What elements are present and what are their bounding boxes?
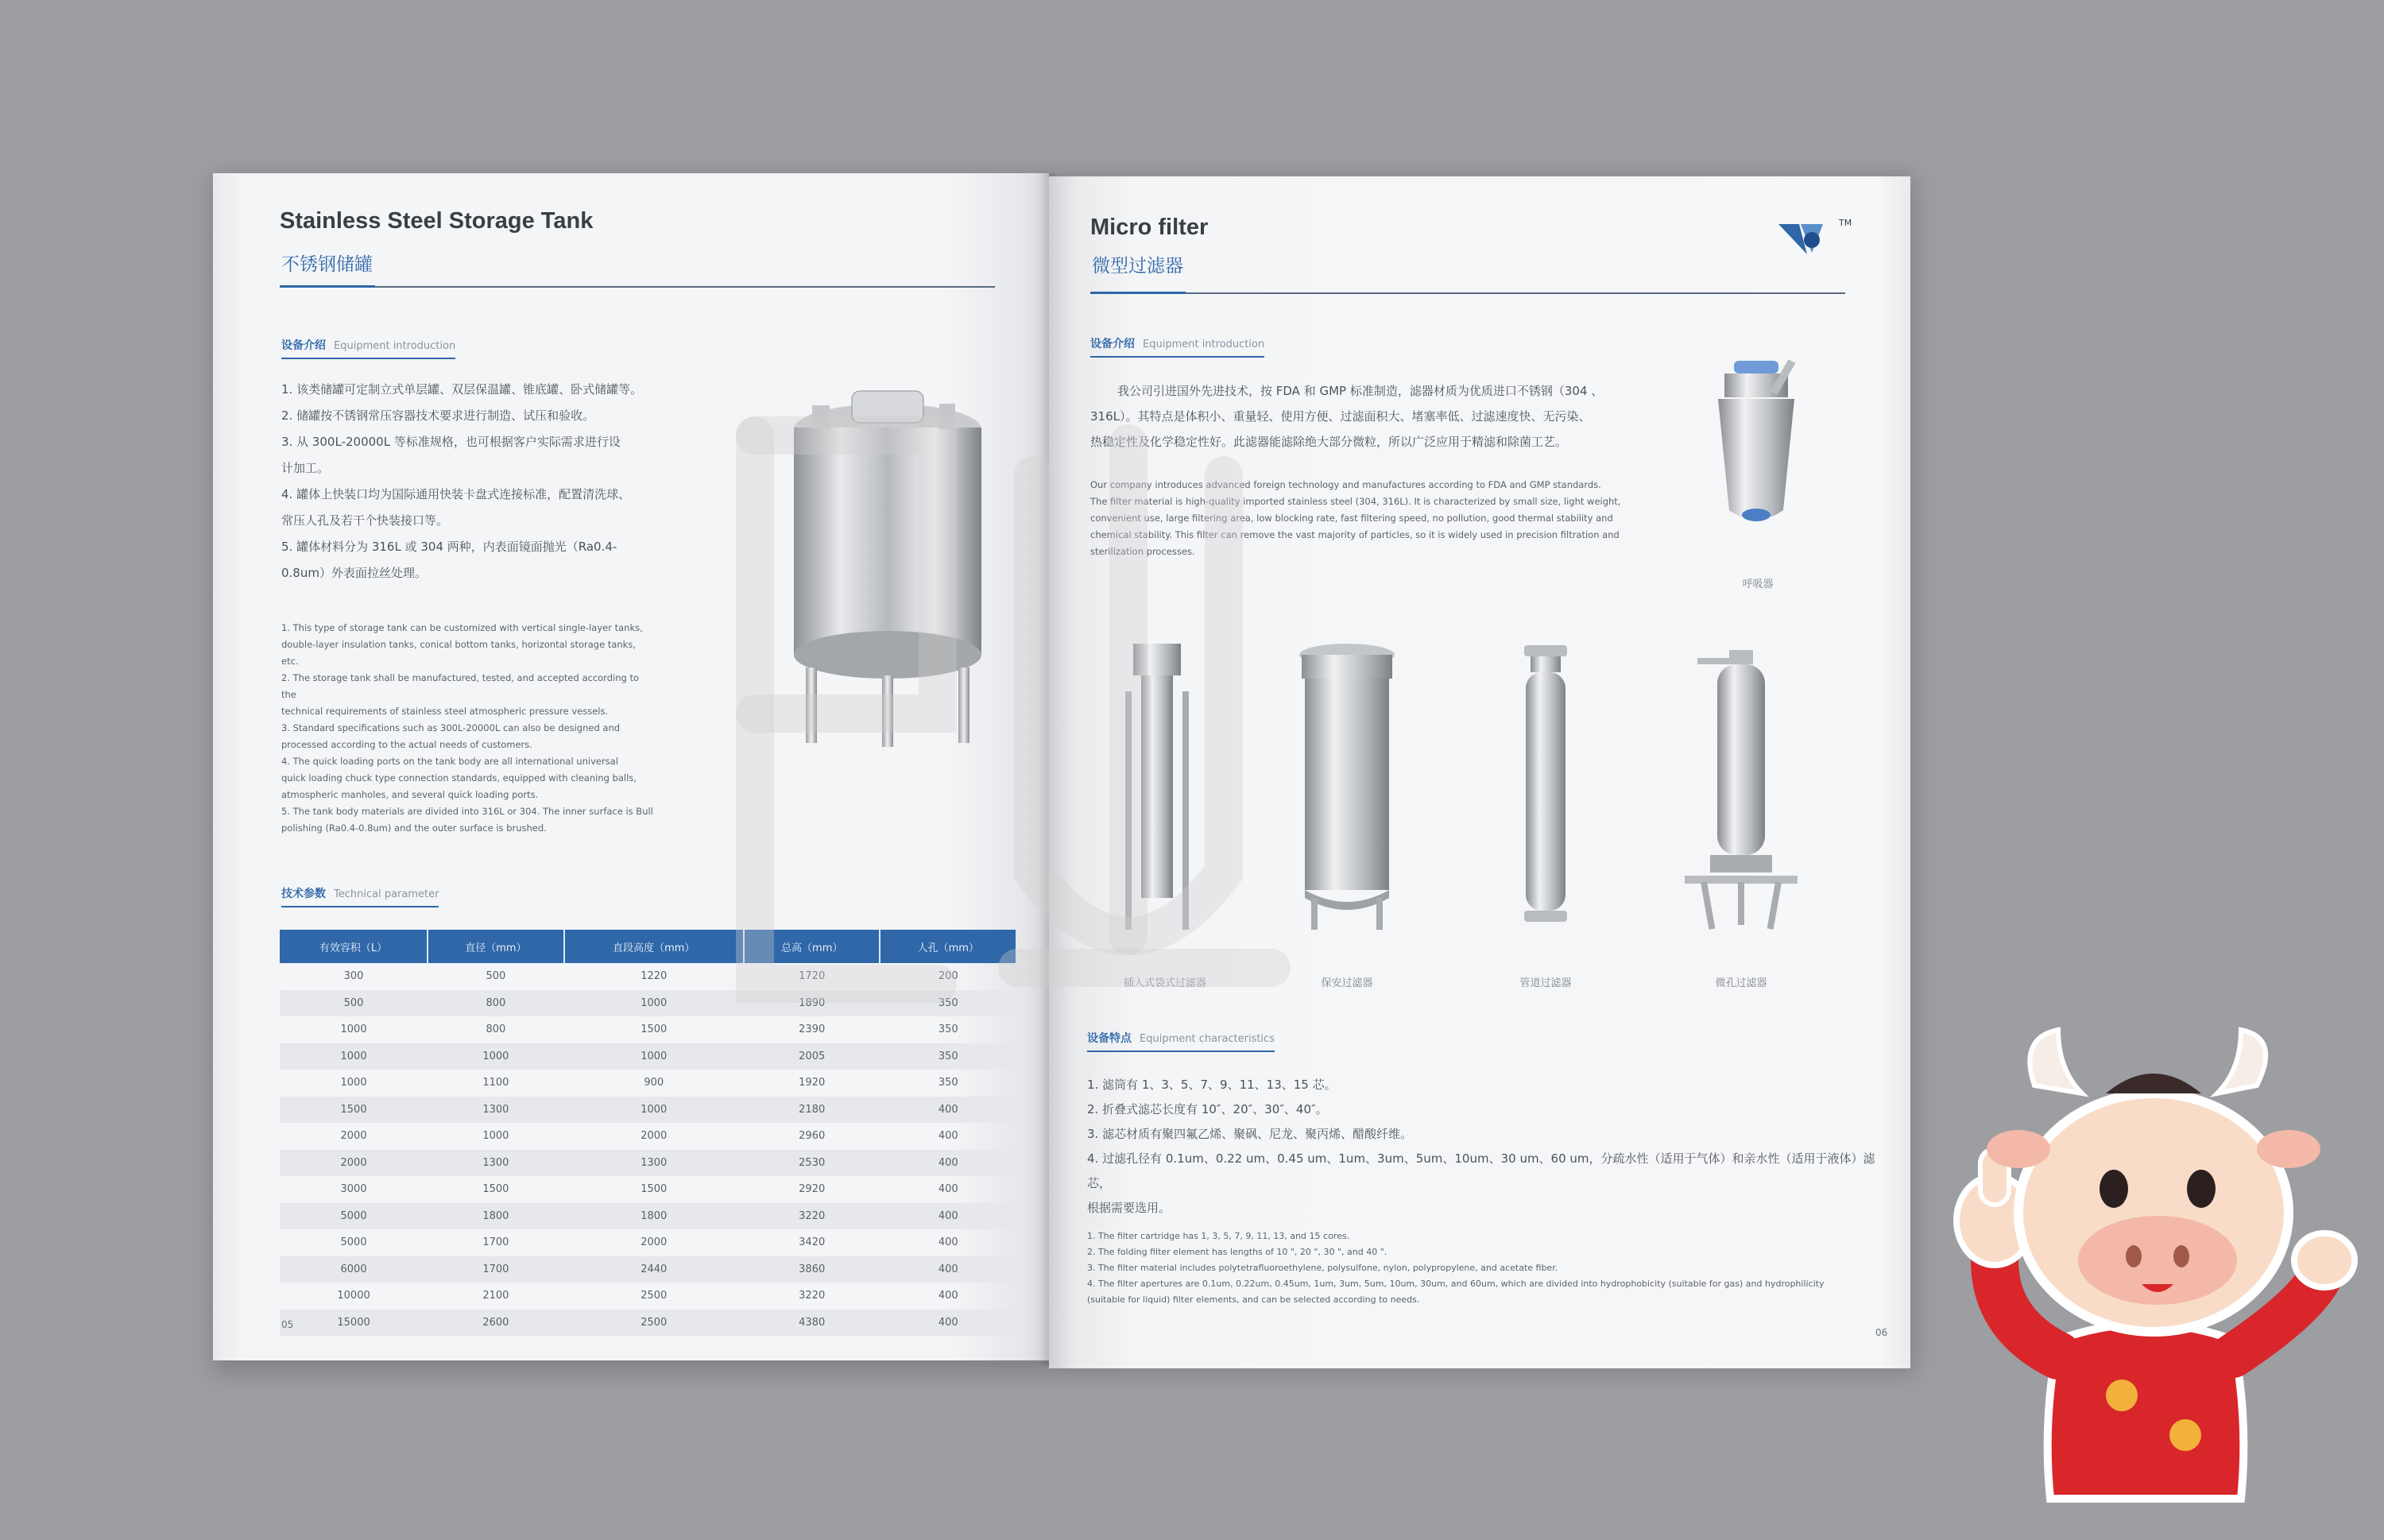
intro-en-line: convenient use, large filtering area, low blocking rate, fast filtering speed, no pollution, good thermal stability and bbox=[1090, 513, 1613, 524]
product-caption: 管道过滤器 bbox=[1519, 977, 1572, 989]
table-cell: 1720 bbox=[799, 970, 826, 983]
table-cell: 900 bbox=[644, 1077, 664, 1089]
intro-heading bbox=[1090, 335, 1264, 358]
page-number-left: 05 bbox=[281, 1319, 294, 1330]
feature-cn-line: 根据需要选用。 bbox=[1087, 1201, 1171, 1215]
intro-cn-line: 1. 该类储罐可定制立式单层罐、双层保温罐、锥底罐、卧式储罐等。 bbox=[281, 382, 643, 397]
table-cell: 3220 bbox=[744, 1203, 880, 1230]
watermark-logo bbox=[699, 380, 1319, 1047]
intro-heading-en: Equipment introduction bbox=[1143, 339, 1265, 350]
table-header-cell: 直径（mm） bbox=[428, 930, 564, 963]
intro-en-line: 5. The tank body materials are divided into 316L or 304. The inner surface is Bull bbox=[281, 806, 653, 817]
table-cell: 800 bbox=[486, 1023, 506, 1036]
intro-heading-en: Equipment introduction bbox=[334, 340, 456, 352]
table-cell: 1100 bbox=[482, 1077, 509, 1089]
left-page-subtitle: 不锈钢储罐 bbox=[281, 254, 373, 275]
intro-cn-line: 我公司引进国外先进技术，按 FDA 和 GMP 标准制造，滤器材质为优质进口不锈钢（304 、 bbox=[1117, 384, 1604, 398]
table-cell: 400 bbox=[938, 1236, 958, 1249]
table-cell: 5000 bbox=[340, 1236, 367, 1249]
intro-cn-line: 计加工。 bbox=[281, 461, 330, 475]
feature-en-line: 2. The folding filter element has lengths of 10 ", 20 ", 30 ", and 40 ". bbox=[1087, 1247, 1387, 1257]
intro-en-line: technical requirements of stainless steel atmospheric pressure vessels. bbox=[281, 706, 609, 717]
intro-cn-line: 常压人孔及若干个快装接口等。 bbox=[281, 513, 449, 528]
product-caption: 插入式袋式过滤器 bbox=[1123, 977, 1206, 989]
table-row bbox=[280, 1070, 1016, 1097]
table-cell: 2390 bbox=[799, 1023, 826, 1036]
table-row bbox=[280, 1176, 1016, 1203]
intro-en-line: etc. bbox=[281, 656, 299, 667]
table-row bbox=[280, 1283, 1016, 1310]
intro-en-line: 2. The storage tank shall be manufactured, tested, and accepted according to the bbox=[281, 672, 639, 700]
feature-en-line: 3. The filter material includes polytetrafluoroethylene, polysulfone, nylon, polypropylene, and acetate fiber. bbox=[1087, 1263, 1558, 1273]
table-cell: 400 bbox=[938, 1183, 958, 1196]
table-cell: 3000 bbox=[340, 1183, 367, 1196]
table-cell: 400 bbox=[938, 1130, 958, 1143]
table-cell: 300 bbox=[343, 970, 364, 983]
table-cell: 2180 bbox=[744, 1097, 880, 1124]
product-caption: 微孔过滤器 bbox=[1715, 977, 1767, 989]
table-cell: 3420 bbox=[799, 1236, 826, 1249]
table-cell: 400 bbox=[880, 1203, 1016, 1230]
table-cell: 2440 bbox=[564, 1256, 744, 1283]
feature-cn-line: 3. 滤芯材质有聚四氟乙烯、聚砜、尼龙、聚丙烯、醋酸纤维。 bbox=[1087, 1127, 1413, 1141]
intro-en-line: sterilization processes. bbox=[1090, 546, 1195, 557]
features-cn-list bbox=[1087, 1073, 1882, 1221]
table-cell: 2000 bbox=[641, 1130, 668, 1143]
title-divider-accent bbox=[1090, 292, 1186, 294]
product-caption: 保安过滤器 bbox=[1321, 977, 1373, 989]
table-cell: 800 bbox=[428, 990, 564, 1017]
table-cell: 350 bbox=[938, 1023, 958, 1036]
features-heading-cn: 设备特点 bbox=[1087, 1032, 1132, 1045]
table-cell: 2000 bbox=[641, 1236, 668, 1249]
table-cell: 400 bbox=[880, 1097, 1016, 1124]
table-cell: 2500 bbox=[564, 1310, 744, 1337]
intro-en-line: quick loading chuck type connection standards, equipped with cleaning balls, bbox=[281, 772, 637, 784]
table-cell: 10000 bbox=[337, 1290, 370, 1302]
ox-mascot-illustration bbox=[1923, 1022, 2368, 1530]
table-cell: 1000 bbox=[564, 990, 744, 1017]
microporous-filter-image bbox=[1682, 644, 1801, 938]
table-cell: 2960 bbox=[799, 1130, 826, 1143]
intro-cn-line: 4. 罐体上快装口均为国际通用快装卡盘式连接标准，配置清洗球、 bbox=[281, 487, 631, 501]
param-heading-en: Technical parameter bbox=[334, 888, 439, 900]
feature-en-line: 1. The filter cartridge has 1, 3, 5, 7, 9, 11, 13, and 15 cores. bbox=[1087, 1231, 1350, 1241]
right-page-title: Micro filter bbox=[1090, 215, 1209, 240]
feature-en-line: 4. The filter apertures are 0.1um, 0.22um, 0.45um, 1um, 3um, 5um, 10um, 30um, and 60um, which are divided into hydrophobicity (suitable for gas) and hydrophilicity bbox=[1087, 1279, 1825, 1289]
logo-trademark: TM bbox=[1839, 218, 1852, 228]
table-cell: 1890 bbox=[744, 990, 880, 1017]
table-row bbox=[280, 1150, 1016, 1177]
table-cell: 2500 bbox=[641, 1290, 668, 1302]
table-cell: 1000 bbox=[340, 1077, 367, 1089]
company-logo-icon bbox=[1777, 218, 1840, 265]
table-cell: 2000 bbox=[280, 1150, 428, 1177]
intro-heading-cn: 设备介绍 bbox=[1090, 338, 1135, 350]
table-cell: 350 bbox=[880, 1043, 1016, 1070]
page-number-right: 06 bbox=[1875, 1327, 1888, 1338]
table-cell: 2920 bbox=[799, 1183, 826, 1196]
table-row bbox=[280, 1123, 1016, 1150]
table-cell: 1700 bbox=[482, 1236, 509, 1249]
intro-en-list bbox=[281, 620, 655, 837]
table-cell: 350 bbox=[880, 990, 1016, 1017]
table-cell: 1000 bbox=[428, 1043, 564, 1070]
table-header-cell: 总高（mm） bbox=[744, 930, 880, 963]
table-cell: 1800 bbox=[428, 1203, 564, 1230]
breather-caption: 呼吸器 bbox=[1742, 578, 1774, 590]
feature-cn-line: 4. 过滤孔径有 0.1um、0.22 um、0.45 um、1um、3um、5um、10um、30 um、60 um，分疏水性（适用于气体）和亲水性（适用于液体）滤芯， bbox=[1087, 1151, 1875, 1190]
intro-cn-line: 316L）。其特点是体积小、重量轻、使用方便、过滤面积大、堵塞率低、过滤速度快、无污染、 bbox=[1090, 409, 1591, 424]
table-cell: 1500 bbox=[641, 1183, 668, 1196]
intro-en-line: chemical stability. This filter can remove the vast majority of particles, so it is widely used in precision filtration and bbox=[1090, 529, 1620, 540]
table-cell: 2005 bbox=[744, 1043, 880, 1070]
table-cell: 4380 bbox=[744, 1310, 880, 1337]
table-cell: 3860 bbox=[744, 1256, 880, 1283]
table-row bbox=[280, 1229, 1016, 1256]
feature-en-line: (suitable for liquid) filter elements, and can be selected according to needs. bbox=[1087, 1294, 1420, 1305]
table-header-cell: 人孔（mm） bbox=[880, 930, 1016, 963]
table-cell: 3220 bbox=[799, 1290, 826, 1302]
table-cell: 2530 bbox=[744, 1150, 880, 1177]
intro-heading-cn: 设备介绍 bbox=[281, 339, 326, 352]
pipeline-filter-image bbox=[1502, 636, 1589, 938]
table-cell: 400 bbox=[880, 1256, 1016, 1283]
table-cell: 500 bbox=[486, 970, 506, 983]
table-cell: 400 bbox=[880, 1310, 1016, 1337]
intro-cn-line: 热稳定性及化学稳定性好。此滤器能滤除绝大部分微粒，所以广泛应用于精滤和除菌工艺。 bbox=[1090, 435, 1568, 449]
table-cell: 500 bbox=[280, 990, 428, 1017]
intro-en-line: The filter material is high-quality imported stainless steel (304, 316L). It is characterized by small size, light weight, bbox=[1090, 496, 1621, 507]
table-cell: 2600 bbox=[428, 1310, 564, 1337]
feature-cn-line: 1. 滤筒有 1、3、5、7、9、11、13、15 芯。 bbox=[1087, 1078, 1337, 1092]
table-cell: 1000 bbox=[280, 1043, 428, 1070]
table-header-cell: 直段高度（mm） bbox=[564, 930, 744, 963]
table-cell: 1920 bbox=[799, 1077, 826, 1089]
table-row bbox=[280, 1097, 1016, 1124]
table-cell: 1500 bbox=[280, 1097, 428, 1124]
table-row bbox=[280, 1256, 1016, 1283]
breather-image bbox=[1701, 351, 1812, 558]
table-cell: 15000 bbox=[280, 1310, 428, 1337]
table-cell: 1000 bbox=[340, 1023, 367, 1036]
features-en-list bbox=[1087, 1229, 1882, 1308]
intro-cn-line: 2. 储罐按不锈钢常压容器技术要求进行制造、试压和验收。 bbox=[281, 408, 595, 423]
table-cell: 200 bbox=[938, 970, 958, 983]
table-cell: 1300 bbox=[428, 1097, 564, 1124]
table-cell: 400 bbox=[938, 1290, 958, 1302]
intro-en-line: double-layer insulation tanks, conical bottom tanks, horizontal storage tanks, bbox=[281, 639, 636, 650]
table-cell: 350 bbox=[938, 1077, 958, 1089]
table-cell: 1800 bbox=[564, 1203, 744, 1230]
intro-en-line: 3. Standard specifications such as 300L-20000L can also be designed and bbox=[281, 722, 621, 733]
param-heading-cn: 技术参数 bbox=[281, 888, 326, 900]
intro-en-line: 1. This type of storage tank can be customized with vertical single-layer tanks, bbox=[281, 622, 643, 633]
param-heading bbox=[281, 885, 439, 907]
intro-en-line: atmospheric manholes, and several quick loading ports. bbox=[281, 789, 539, 800]
table-cell: 1500 bbox=[482, 1183, 509, 1196]
table-cell: 1300 bbox=[564, 1150, 744, 1177]
table-header-cell: 有效容积（L） bbox=[280, 930, 428, 963]
features-heading-en: Equipment characteristics bbox=[1140, 1033, 1275, 1045]
table-row bbox=[280, 1310, 1016, 1337]
table-cell: 1000 bbox=[564, 1097, 744, 1124]
table-cell: 1000 bbox=[564, 1043, 744, 1070]
title-divider bbox=[280, 286, 995, 288]
table-row bbox=[280, 1203, 1016, 1230]
table-cell: 400 bbox=[880, 1150, 1016, 1177]
table-cell: 1000 bbox=[482, 1130, 509, 1143]
title-divider bbox=[1090, 292, 1845, 294]
intro-cn-line: 5. 罐体材料分为 316L 或 304 两种，内表面镜面抛光（Ra0.4- bbox=[281, 540, 617, 554]
table-cell: 1220 bbox=[641, 970, 668, 983]
table-cell: 2100 bbox=[482, 1290, 509, 1302]
intro-en-line: processed according to the actual needs of customers. bbox=[281, 739, 532, 750]
feature-cn-line: 2. 折叠式滤芯长度有 10″、20″、30″、40″。 bbox=[1087, 1102, 1328, 1116]
table-cell: 1500 bbox=[641, 1023, 668, 1036]
right-page-subtitle: 微型过滤器 bbox=[1092, 256, 1183, 277]
title-divider-accent bbox=[280, 285, 375, 288]
table-cell: 1700 bbox=[428, 1256, 564, 1283]
intro-cn-list bbox=[281, 377, 655, 586]
intro-en-line: polishing (Ra0.4-0.8um) and the outer surface is brushed. bbox=[281, 822, 547, 834]
table-cell: 6000 bbox=[280, 1256, 428, 1283]
intro-en-line: Our company introduces advanced foreign technology and manufactures according to FDA and GMP standards. bbox=[1090, 479, 1601, 490]
intro-en-line: 4. The quick loading ports on the tank body are all international universal bbox=[281, 756, 618, 767]
table-cell: 1300 bbox=[428, 1150, 564, 1177]
intro-cn-line: 3. 从 300L-20000L 等标准规格，也可根据客户实际需求进行设 bbox=[281, 435, 621, 449]
table-cell: 2000 bbox=[340, 1130, 367, 1143]
left-page-title: Stainless Steel Storage Tank bbox=[280, 208, 594, 234]
intro-heading bbox=[281, 337, 455, 359]
intro-cn-line: 0.8um）外表面拉丝处理。 bbox=[281, 566, 427, 580]
table-cell: 5000 bbox=[280, 1203, 428, 1230]
